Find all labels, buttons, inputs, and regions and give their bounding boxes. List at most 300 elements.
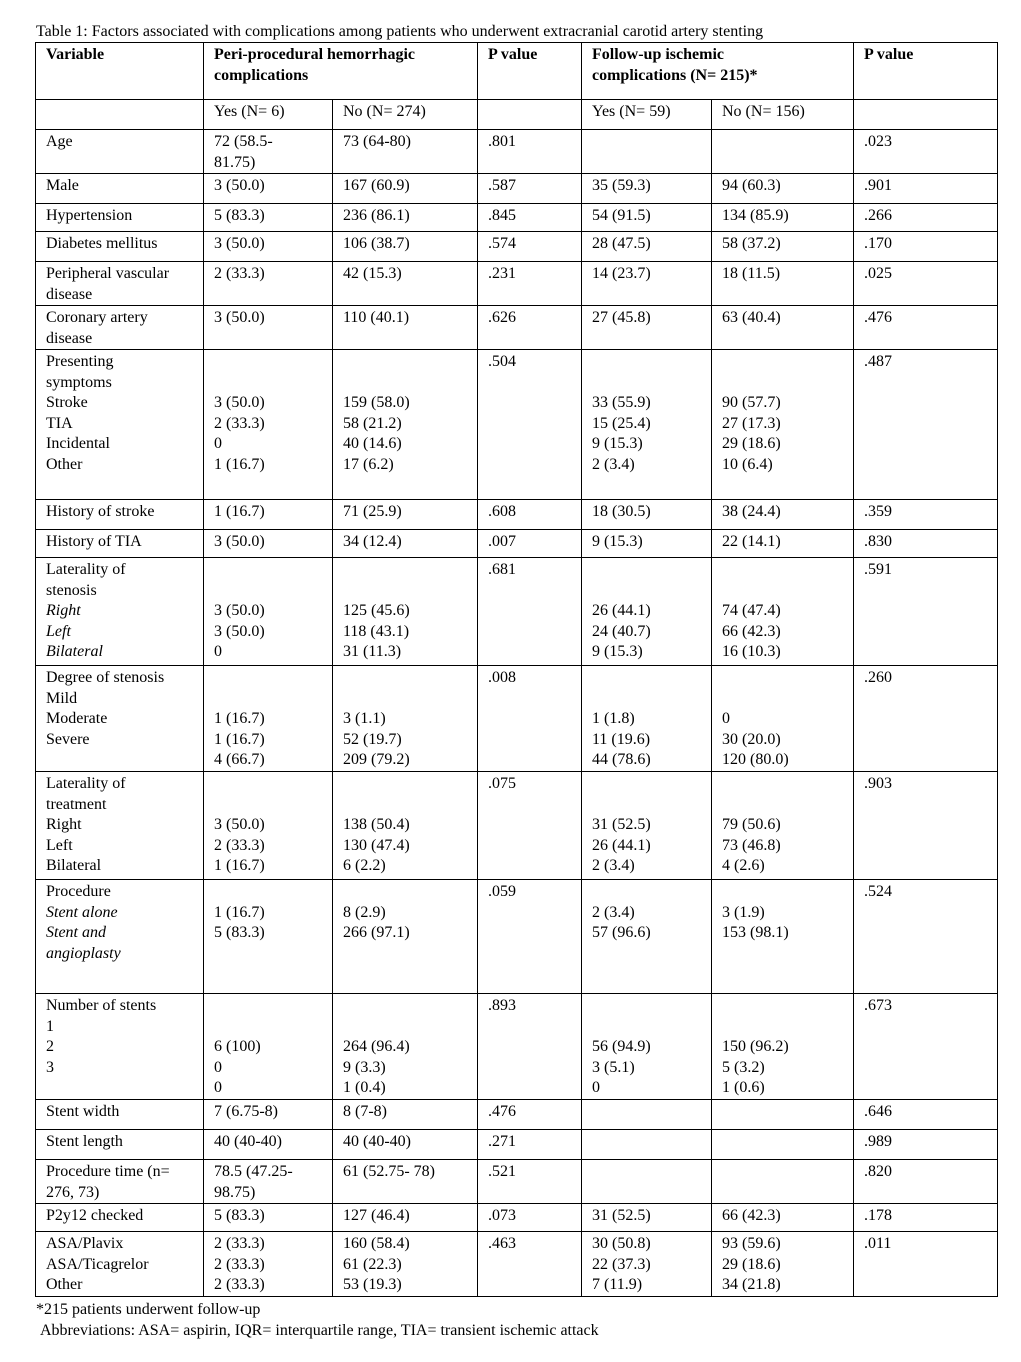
cell-value: 2 (33.3): [214, 836, 265, 854]
cell-value: [343, 882, 468, 903]
cell-value: 42 (15.3): [343, 265, 402, 282]
cell-followup-no: [712, 558, 854, 666]
row-label: Peripheral vascular: [46, 265, 170, 282]
cell-value: 27 (17.3): [722, 414, 781, 432]
cell-value: 0: [214, 1079, 222, 1096]
table-row: [36, 1232, 998, 1297]
cell-p-value-1: [478, 1160, 582, 1204]
row-label: angioplasty: [46, 944, 121, 962]
cell-value: 5 (83.3): [214, 1207, 265, 1224]
cell-value: 1 (16.7): [214, 503, 265, 520]
cell-p-value-2: [854, 1204, 998, 1232]
row-label: Severe: [46, 730, 90, 748]
cell-variable: [36, 174, 204, 204]
cell-peri-no: [333, 880, 478, 994]
row-label: disease: [46, 285, 93, 303]
cell-value: [592, 1162, 702, 1183]
cell-p-value-1: [478, 204, 582, 232]
cell-value: 73 (46.8): [722, 836, 781, 854]
row-label: Procedure time (n=: [46, 1163, 170, 1180]
cell-value: 58 (37.2): [722, 235, 781, 252]
cell-value: [722, 373, 844, 394]
row-label: treatment: [46, 795, 107, 813]
cell-value: [592, 560, 702, 581]
cell-peri-yes: [204, 1204, 333, 1232]
cell-p-value-1: [478, 500, 582, 530]
cell-value: [592, 774, 702, 795]
cell-peri-yes: [204, 350, 333, 500]
row-label: 276, 73): [46, 1183, 100, 1201]
table-notes: [36, 1300, 599, 1341]
cell-value: 118 (43.1): [343, 622, 410, 640]
row-label: Right: [46, 602, 81, 619]
table-row: [36, 1130, 998, 1160]
cell-value: 22 (37.3): [592, 1255, 651, 1273]
cell-value: 2 (33.3): [214, 1235, 265, 1252]
cell-value: [343, 373, 468, 394]
cell-p-value-2: [854, 262, 998, 306]
cell-followup-yes: [582, 306, 712, 350]
cell-value: .359: [864, 503, 892, 520]
cell-variable: [36, 558, 204, 666]
cell-value: 34 (21.8): [722, 1276, 781, 1293]
cell-variable: [36, 880, 204, 994]
row-label: Stroke: [46, 394, 88, 411]
cell-peri-yes: [204, 1100, 333, 1130]
cell-value: 56 (94.9): [592, 1038, 651, 1055]
cell-peri-yes: [204, 174, 333, 204]
cell-value: [592, 132, 702, 153]
cell-value: [592, 373, 702, 394]
cell-value: 33 (55.9): [592, 394, 651, 411]
table-row: [36, 530, 998, 558]
cell-value: 74 (47.4): [722, 602, 781, 619]
cell-value: 9 (3.3): [343, 1058, 386, 1076]
cell-value: [722, 132, 844, 153]
cell-value: 3 (50.0): [214, 602, 265, 619]
cell-value: [722, 774, 844, 795]
cell-peri-yes: [204, 666, 333, 772]
cell-value: [592, 996, 702, 1017]
cell-value: .504: [488, 353, 516, 370]
row-label: Left: [46, 836, 73, 854]
cell-peri-no: [333, 772, 478, 880]
cell-variable: [36, 1204, 204, 1232]
cell-value: 57 (96.6): [592, 924, 651, 941]
row-label: ASA/Plavix: [46, 1235, 124, 1252]
cell-value: 1 (16.7): [214, 455, 265, 473]
cell-value: 127 (46.4): [343, 1207, 410, 1224]
cell-followup-no: [712, 1204, 854, 1232]
cell-value: 236 (86.1): [343, 207, 410, 224]
table-row: [36, 174, 998, 204]
row-label: disease: [46, 329, 93, 347]
cell-value: .626: [488, 309, 516, 326]
cell-value: .574: [488, 235, 516, 252]
cell-value: 5 (83.3): [214, 924, 265, 941]
cell-value: .025: [864, 265, 892, 282]
cell-value: 40 (40-40): [214, 1133, 282, 1150]
cell-followup-yes: [582, 204, 712, 232]
cell-variable: [36, 262, 204, 306]
cell-value: .007: [488, 533, 516, 550]
cell-value: [592, 1132, 702, 1153]
cell-followup-no: [712, 880, 854, 994]
cell-value: 30 (50.8): [592, 1235, 651, 1252]
cell-value: 79 (50.6): [722, 816, 781, 833]
row-label: Laterality of: [46, 561, 126, 578]
complications-table: [35, 42, 998, 1297]
cell-followup-no: [712, 994, 854, 1100]
cell-value: 52 (19.7): [343, 730, 402, 748]
row-label: Diabetes mellitus: [46, 235, 158, 252]
cell-value: 167 (60.9): [343, 177, 410, 194]
cell-peri-no: [333, 130, 478, 174]
row-label: 2: [46, 1038, 54, 1055]
cell-p-value-2: [854, 130, 998, 174]
cell-value: 22 (14.1): [722, 533, 781, 550]
cell-value: [214, 581, 323, 602]
cell-value: 125 (45.6): [343, 602, 410, 619]
cell-peri-yes: [204, 558, 333, 666]
cell-followup-no: [712, 350, 854, 500]
cell-peri-yes: [204, 1130, 333, 1160]
cell-value: [214, 1017, 323, 1038]
cell-value: 1 (0.4): [343, 1079, 386, 1096]
cell-value: [214, 373, 323, 394]
cell-value: .673: [864, 997, 892, 1014]
cell-value: .266: [864, 207, 892, 224]
cell-value: 24 (40.7): [592, 622, 651, 640]
cell-variable: [36, 994, 204, 1100]
cell-variable: [36, 306, 204, 350]
cell-value: [592, 795, 702, 816]
cell-followup-yes: [582, 994, 712, 1100]
row-label: stenosis: [46, 581, 97, 599]
cell-value: 0: [214, 435, 222, 452]
cell-peri-yes: [204, 232, 333, 262]
cell-value: [722, 689, 844, 710]
cell-value: .903: [864, 775, 892, 792]
cell-value: .646: [864, 1103, 892, 1120]
cell-followup-yes: [582, 558, 712, 666]
row-label: Number of stents: [46, 997, 157, 1014]
cell-value: 3 (50.0): [214, 394, 265, 411]
cell-value: [214, 352, 323, 373]
cell-followup-no: [712, 130, 854, 174]
cell-p-value-2: [854, 1232, 998, 1297]
cell-followup-no: [712, 306, 854, 350]
cell-value: .989: [864, 1133, 892, 1150]
cell-value: 4 (2.6): [722, 857, 765, 874]
cell-value: 2 (33.3): [214, 1255, 265, 1273]
cell-value: [214, 668, 323, 689]
cell-followup-no: [712, 204, 854, 232]
row-label: Stent length: [46, 1133, 123, 1150]
cell-value: .587: [488, 177, 516, 194]
cell-value: 150 (96.2): [722, 1038, 789, 1055]
cell-value: 27 (45.8): [592, 309, 651, 326]
cell-value: 1 (0.6): [722, 1079, 765, 1096]
cell-p-value-2: [854, 174, 998, 204]
cell-followup-yes: [582, 1204, 712, 1232]
cell-peri-yes: [204, 1160, 333, 1204]
cell-value: 5 (3.2): [722, 1058, 765, 1076]
row-label: 3: [46, 1058, 54, 1076]
cell-value: 1 (16.7): [214, 903, 265, 921]
cell-value: 2 (3.4): [592, 455, 635, 473]
cell-p-value-2: [854, 232, 998, 262]
cell-value: 8 (7-8): [343, 1103, 387, 1120]
cell-followup-no: [712, 1100, 854, 1130]
cell-value: [214, 996, 323, 1017]
cell-peri-yes: [204, 530, 333, 558]
cell-value: 0: [592, 1079, 600, 1096]
cell-peri-no: [333, 1130, 478, 1160]
cell-p-value-1: [478, 666, 582, 772]
cell-value: 28 (47.5): [592, 235, 651, 252]
header-variable: Variable: [36, 43, 204, 100]
cell-value: .008: [488, 669, 516, 686]
cell-value: 8 (2.9): [343, 903, 386, 921]
cell-p-value-1: [478, 558, 582, 666]
table-row: [36, 232, 998, 262]
cell-p-value-1: [478, 880, 582, 994]
cell-value: 34 (12.4): [343, 533, 402, 550]
cell-value: 3 (50.0): [214, 816, 265, 833]
cell-followup-no: [712, 232, 854, 262]
cell-value: 78.5 (47.25-: [214, 1163, 293, 1180]
cell-value: 3 (50.0): [214, 622, 265, 640]
cell-value: .023: [864, 133, 892, 150]
cell-value: 5 (83.3): [214, 207, 265, 224]
cell-value: .073: [488, 1207, 516, 1224]
row-label: Mild: [46, 689, 78, 707]
row-label: Degree of stenosis: [46, 669, 165, 686]
cell-value: [343, 668, 468, 689]
table-row: [36, 666, 998, 772]
table-row: [36, 994, 998, 1100]
cell-followup-yes: [582, 174, 712, 204]
cell-value: 26 (44.1): [592, 836, 651, 854]
table-row: [36, 772, 998, 880]
cell-value: .170: [864, 235, 892, 252]
cell-value: 40 (14.6): [343, 435, 402, 452]
cell-value: [722, 668, 844, 689]
cell-value: 73 (64-80): [343, 133, 411, 150]
cell-peri-no: [333, 500, 478, 530]
cell-value: 54 (91.5): [592, 207, 651, 224]
subheader-row: [36, 100, 998, 130]
cell-peri-yes: [204, 500, 333, 530]
cell-variable: [36, 1160, 204, 1204]
row-label: Age: [46, 133, 73, 150]
cell-value: 31 (52.5): [592, 1207, 651, 1224]
row-label: Stent width: [46, 1103, 120, 1120]
cell-value: .178: [864, 1207, 892, 1224]
cell-value: [722, 1162, 844, 1183]
row-label: Other: [46, 455, 83, 473]
cell-variable: [36, 130, 204, 174]
cell-value: [592, 882, 702, 903]
cell-followup-yes: [582, 1130, 712, 1160]
table-row: [36, 880, 998, 994]
cell-value: .260: [864, 669, 892, 686]
cell-value: 3 (5.1): [592, 1058, 635, 1076]
cell-value: 134 (85.9): [722, 207, 789, 224]
cell-value: 7 (6.75-8): [214, 1103, 278, 1120]
cell-p-value-2: [854, 350, 998, 500]
cell-p-value-1: [478, 994, 582, 1100]
cell-value: 106 (38.7): [343, 235, 410, 252]
cell-value: [722, 1132, 844, 1153]
cell-value: .271: [488, 1133, 516, 1150]
cell-p-value-2: [854, 666, 998, 772]
cell-value: 0: [722, 710, 730, 727]
cell-value: 17 (6.2): [343, 455, 394, 473]
cell-p-value-2: [854, 204, 998, 232]
cell-value: 38 (24.4): [722, 503, 781, 520]
cell-value: [722, 882, 844, 903]
cell-followup-yes: [582, 350, 712, 500]
cell-value: [214, 774, 323, 795]
cell-value: .608: [488, 503, 516, 520]
cell-value: 1 (1.8): [592, 710, 635, 727]
cell-value: 9 (15.3): [592, 533, 643, 550]
cell-value: 35 (59.3): [592, 177, 651, 194]
cell-value: .901: [864, 177, 892, 194]
cell-value: [214, 795, 323, 816]
cell-value: [722, 560, 844, 581]
cell-p-value-1: [478, 262, 582, 306]
row-label: History of stroke: [46, 503, 155, 520]
row-label: Moderate: [46, 710, 108, 727]
cell-p-value-2: [854, 500, 998, 530]
cell-followup-yes: [582, 1232, 712, 1297]
cell-value: [592, 668, 702, 689]
header-peri-procedural: Peri-procedural hemorrhagic complications: [204, 43, 478, 100]
cell-value: [592, 1102, 702, 1123]
cell-value: 16 (10.3): [722, 643, 781, 660]
cell-variable: [36, 530, 204, 558]
cell-value: 153 (98.1): [722, 924, 789, 941]
cell-value: .463: [488, 1235, 516, 1252]
cell-value: 30 (20.0): [722, 730, 781, 748]
cell-value: .845: [488, 207, 516, 224]
cell-value: 40 (40-40): [343, 1133, 411, 1150]
cell-p-value-1: [478, 1100, 582, 1130]
cell-peri-no: [333, 232, 478, 262]
cell-value: 71 (25.9): [343, 503, 402, 520]
cell-value: 9 (15.3): [592, 643, 643, 660]
cell-value: [722, 996, 844, 1017]
row-label: Other: [46, 1276, 83, 1293]
cell-peri-yes: [204, 204, 333, 232]
row-label: Stent and: [46, 924, 106, 941]
cell-p-value-2: [854, 772, 998, 880]
cell-value: 266 (97.1): [343, 924, 410, 941]
cell-p-value-1: [478, 530, 582, 558]
subheader-empty: [854, 100, 998, 130]
cell-p-value-2: [854, 1160, 998, 1204]
cell-value: .801: [488, 133, 516, 150]
subheader-followup-yes: Yes (N= 59): [582, 100, 712, 130]
cell-value: 66 (42.3): [722, 622, 781, 640]
cell-variable: [36, 1100, 204, 1130]
cell-p-value-2: [854, 1100, 998, 1130]
cell-value: 94 (60.3): [722, 177, 781, 194]
cell-p-value-2: [854, 1130, 998, 1160]
cell-value: [722, 352, 844, 373]
cell-value: 3 (50.0): [214, 309, 265, 326]
cell-peri-no: [333, 666, 478, 772]
cell-peri-no: [333, 306, 478, 350]
cell-value: 66 (42.3): [722, 1207, 781, 1224]
cell-value: 29 (18.6): [722, 1255, 781, 1273]
cell-value: 44 (78.6): [592, 751, 651, 768]
cell-value: [722, 581, 844, 602]
cell-value: 1 (16.7): [214, 710, 265, 727]
cell-value: 120 (80.0): [722, 751, 789, 768]
cell-followup-no: [712, 262, 854, 306]
cell-value: .681: [488, 561, 516, 578]
cell-value: 2 (33.3): [214, 265, 265, 282]
cell-value: 3 (50.0): [214, 533, 265, 550]
cell-value: 209 (79.2): [343, 751, 410, 768]
cell-peri-no: [333, 1204, 478, 1232]
cell-value: 53 (19.3): [343, 1276, 402, 1293]
row-label: P2y12 checked: [46, 1207, 144, 1224]
cell-value: .591: [864, 561, 892, 578]
row-label: ASA/Ticagrelor: [46, 1255, 149, 1273]
cell-p-value-2: [854, 558, 998, 666]
table-row: [36, 262, 998, 306]
cell-value: .487: [864, 353, 892, 370]
cell-peri-yes: [204, 262, 333, 306]
cell-followup-yes: [582, 530, 712, 558]
cell-peri-no: [333, 1100, 478, 1130]
row-label: Stent alone: [46, 903, 118, 921]
cell-peri-no: [333, 994, 478, 1100]
table-row: [36, 130, 998, 174]
cell-value: 0: [214, 1058, 222, 1076]
cell-value: 58 (21.2): [343, 414, 402, 432]
row-label: Procedure: [46, 883, 111, 900]
row-label: Coronary artery: [46, 309, 148, 326]
cell-variable: [36, 232, 204, 262]
cell-value: 2 (3.4): [592, 903, 635, 921]
cell-peri-no: [333, 204, 478, 232]
table-row: [36, 350, 998, 500]
cell-followup-no: [712, 772, 854, 880]
row-label: History of TIA: [46, 533, 142, 550]
cell-value: [343, 581, 468, 602]
cell-followup-yes: [582, 772, 712, 880]
subheader-followup-no: No (N= 156): [712, 100, 854, 130]
cell-value: 264 (96.4): [343, 1038, 410, 1055]
row-label: Presenting: [46, 353, 114, 370]
cell-value: 15 (25.4): [592, 414, 651, 432]
cell-value: .231: [488, 265, 516, 282]
cell-value: [343, 795, 468, 816]
cell-value: 3 (1.9): [722, 903, 765, 921]
cell-variable: [36, 204, 204, 232]
table-row: [36, 558, 998, 666]
cell-value: 2 (33.3): [214, 1276, 265, 1293]
cell-p-value-2: [854, 880, 998, 994]
cell-peri-no: [333, 558, 478, 666]
cell-value: 1 (16.7): [214, 730, 265, 748]
